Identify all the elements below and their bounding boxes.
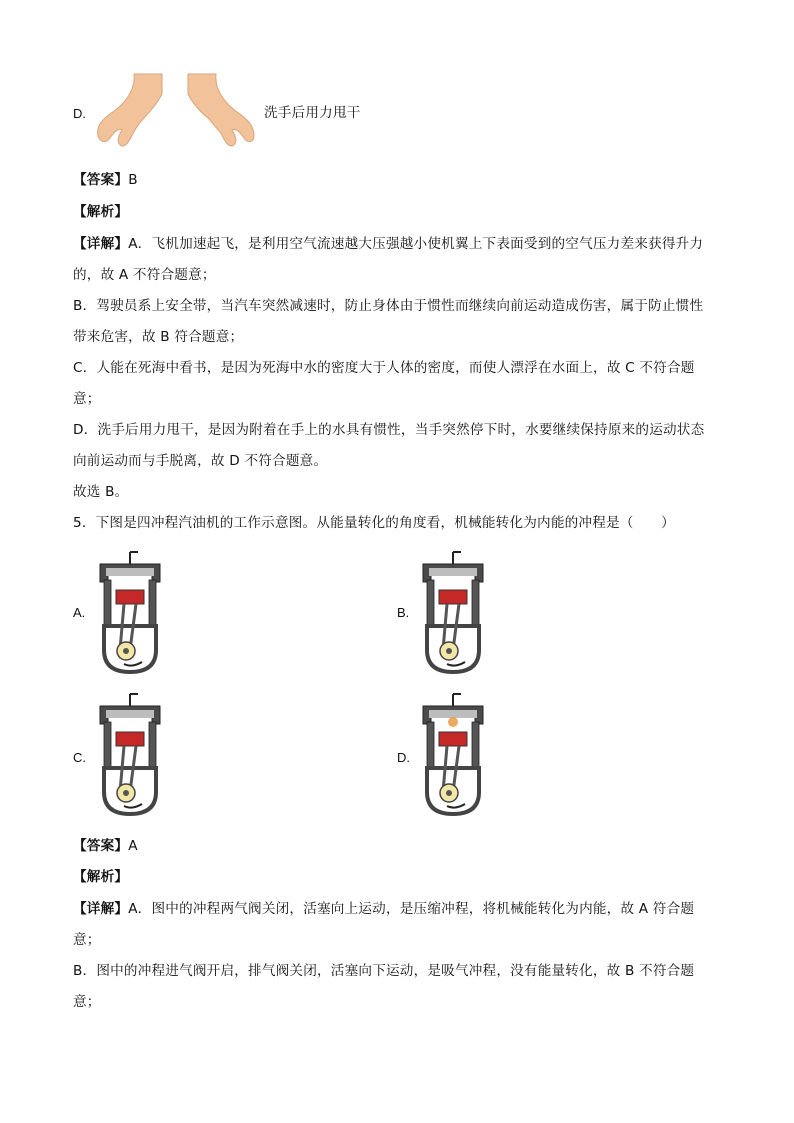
q4-line-2: 的，故 A 不符合题意； xyxy=(73,267,216,283)
analysis-label: 【解析】 xyxy=(73,204,129,220)
q4-line-6: 意； xyxy=(73,391,101,407)
detail-text: A．飞机加速起飞，是利用空气流速越大压强越小使机翼上下表面受到的空气压力差来获得升力 xyxy=(128,236,704,252)
q5-line-4: 意； xyxy=(73,994,101,1010)
q5-line-3: B．图中的冲程进气阀开启，排气阀关闭，活塞向下运动，是吸气冲程，没有能量转化，故 B 不符合题 xyxy=(73,963,695,979)
q4-detail-line-1 xyxy=(73,235,703,253)
answer-label: 【答案】 xyxy=(73,838,129,854)
engine-diagram-b xyxy=(415,550,491,678)
option-d-letter-q5: D. xyxy=(397,750,410,765)
option-b-letter: B. xyxy=(397,605,410,620)
q4-line-3: B．驾驶员系上安全带，当汽车突然减速时，防止身体由于惯性而继续向前运动造成伤害，属于防止惯性 xyxy=(73,298,704,314)
engine-diagram-a xyxy=(92,550,168,678)
q4-line-7: D．洗手后用力甩干，是因为附着在手上的水具有惯性，当手突然停下时，水要继续保持原来的运动状态 xyxy=(73,422,705,438)
analysis-label: 【解析】 xyxy=(73,869,129,885)
option-a-letter: A. xyxy=(73,605,86,620)
q4-line-5: C．人能在死海中看书，是因为死海中水的密度大于人体的密度，而使人漂浮在水面上，故 C 不符合题 xyxy=(73,360,695,376)
q5-detail-line-1 xyxy=(73,900,694,918)
option-d-letter: D. xyxy=(73,106,86,121)
q4-line-4: 带来危害，故 B 符合题意； xyxy=(73,329,244,345)
answer-value: A xyxy=(128,838,138,854)
q5-line-2: 意； xyxy=(73,932,101,948)
engine-diagram-c xyxy=(92,692,168,820)
q4-answer xyxy=(73,171,138,189)
answer-value: B xyxy=(128,172,138,188)
detail-label: 【详解】 xyxy=(73,236,129,252)
detail-text: A．图中的冲程两气阀关闭，活塞向上运动，是压缩冲程，将机械能转化为内能，故 A 符合题 xyxy=(128,901,695,917)
option-d-caption: 洗手后用力甩干 xyxy=(264,105,361,121)
detail-label: 【详解】 xyxy=(73,901,129,917)
q4-conclusion: 故选 B。 xyxy=(73,484,129,500)
answer-label: 【答案】 xyxy=(73,172,129,188)
engine-diagram-d xyxy=(415,692,491,820)
q4-line-8: 向前运动而与手脱离，故 D 不符合题意。 xyxy=(73,453,328,469)
spark-burst-icon xyxy=(448,717,458,727)
option-c-letter: C. xyxy=(73,750,86,765)
q5-question: 5．下图是四冲程汽油机的工作示意图。从能量转化的角度看，机械能转化为内能的冲程是（ ） xyxy=(73,515,675,531)
q5-answer xyxy=(73,837,138,855)
shaking-hands-image xyxy=(92,72,258,148)
